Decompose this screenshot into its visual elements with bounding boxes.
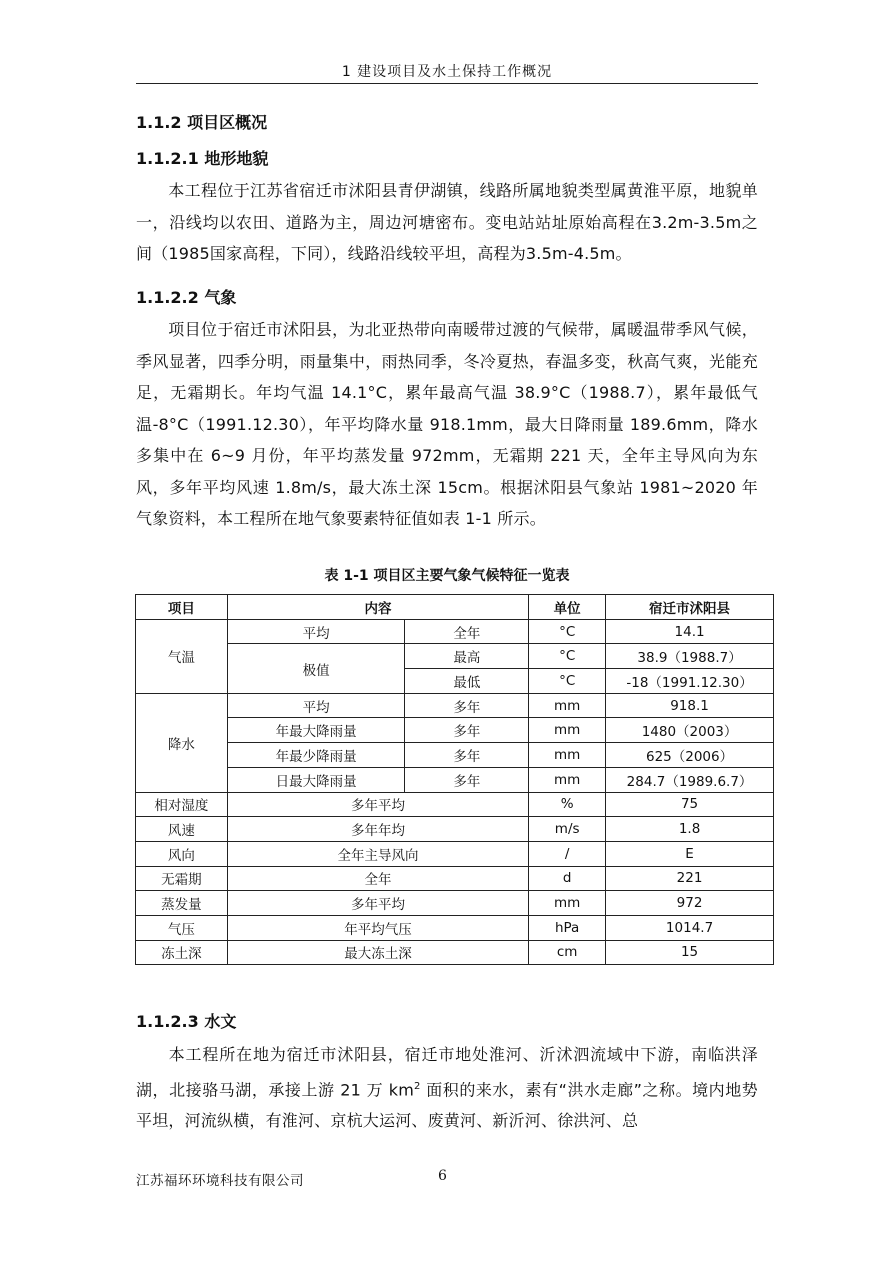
row-value: 75 bbox=[606, 792, 774, 817]
precip-unit: mm bbox=[529, 693, 606, 718]
temp-ext: 极值 bbox=[227, 644, 405, 693]
temp-avg-value: 14.1 bbox=[606, 619, 774, 644]
row-content: 全年 bbox=[227, 866, 528, 891]
precip-value: 284.7（1989.6.7） bbox=[606, 767, 774, 792]
row-value: E bbox=[606, 841, 774, 866]
row-item: 相对湿度 bbox=[136, 792, 228, 817]
temp-min: 最低 bbox=[405, 669, 529, 694]
precip-unit: mm bbox=[529, 743, 606, 768]
precip-unit: mm bbox=[529, 718, 606, 743]
precip-name: 日最大降雨量 bbox=[227, 767, 405, 792]
row-item: 蒸发量 bbox=[136, 891, 228, 916]
precip-period: 多年 bbox=[405, 693, 529, 718]
table-row bbox=[136, 866, 774, 891]
precip-label: 降水 bbox=[136, 693, 228, 792]
row-value: 15 bbox=[606, 940, 774, 965]
row-item: 无霜期 bbox=[136, 866, 228, 891]
row-unit: m/s bbox=[529, 817, 606, 842]
running-header: 1 建设项目及水土保持工作概况 bbox=[341, 64, 553, 80]
row-value: 221 bbox=[606, 866, 774, 891]
paragraph-terrain-text: 本工程位于江苏省宿迁市沭阳县青伊湖镇，线路所属地貌类型属黄淮平原，地貌单一，沿线均以农田、道路为主，周边河塘密布。变电站站址原始高程在3.2m-3.5m之间（1985国家高程，下同），线路沿线较平坦，高程为3.5m-4.5m。 bbox=[136, 181, 758, 263]
climate-table bbox=[135, 594, 774, 965]
row-content: 年平均气压 bbox=[227, 915, 528, 940]
section-heading-1-1-2-3: 1.1.2.3 水文 bbox=[136, 1012, 237, 1031]
temp-min-unit: °C bbox=[529, 669, 606, 694]
row-value: 1014.7 bbox=[606, 915, 774, 940]
table-row bbox=[136, 817, 774, 842]
paragraph-hydrology bbox=[136, 1039, 758, 1137]
header-value: 宿迁市沭阳县 bbox=[606, 595, 774, 620]
paragraph-hydrology-text-b: 面积的来水，素有“洪水走廊”之称。境内地势平坦，河流纵横，有淮河、京杭大运河、废黄河、新沂河、徐洪河、总 bbox=[136, 1079, 758, 1131]
row-content: 多年平均 bbox=[227, 891, 528, 916]
precip-unit: mm bbox=[529, 767, 606, 792]
table-row bbox=[136, 841, 774, 866]
temp-max-value: 38.9（1988.7） bbox=[606, 644, 774, 669]
precip-value: 1480（2003） bbox=[606, 718, 774, 743]
section-heading-1-1-2-1: 1.1.2.1 地形地貌 bbox=[136, 149, 269, 168]
header-item: 项目 bbox=[136, 595, 228, 620]
precip-period: 多年 bbox=[405, 718, 529, 743]
table-caption: 表 1-1 项目区主要气象气候特征一览表 bbox=[324, 568, 570, 584]
row-content: 最大冻土深 bbox=[227, 940, 528, 965]
table-row bbox=[136, 693, 774, 718]
temp-avg: 平均 bbox=[227, 619, 405, 644]
row-item: 风向 bbox=[136, 841, 228, 866]
temp-max: 最高 bbox=[405, 644, 529, 669]
paragraph-hydrology-text-a: 本工程所在地为宿迁市沭阳县，宿迁市地处淮河、沂沭泗流域中下游，南临洪泽湖，北接骆马湖，承接上游 21 万 km bbox=[136, 1045, 758, 1099]
header-unit: 单位 bbox=[529, 595, 606, 620]
row-value: 972 bbox=[606, 891, 774, 916]
table-row bbox=[136, 767, 774, 792]
table-row bbox=[136, 891, 774, 916]
table-row bbox=[136, 743, 774, 768]
header-rule bbox=[136, 83, 758, 84]
temp-min-value: -18（1991.12.30） bbox=[606, 669, 774, 694]
section-heading-1-1-2-2: 1.1.2.2 气象 bbox=[136, 288, 237, 307]
row-content: 全年主导风向 bbox=[227, 841, 528, 866]
row-item: 风速 bbox=[136, 817, 228, 842]
footer-company: 江苏福环环境科技有限公司 bbox=[136, 1173, 304, 1189]
paragraph-climate-text: 项目位于宿迁市沭阳县，为北亚热带向南暖带过渡的气候带，属暖温带季风气候，季风显著，四季分明，雨量集中，雨热同季，冬冷夏热，春温多变，秋高气爽，光能充足，无霜期长。年均气温 14.1°C，累年最高气温 38.9°C（1988.7），累年最低气温-8°C（1991.12.30），年平均降水量 918.1mm，最大日降雨量 189.6mm，降水多集中在 6~9 月份，年平均蒸发量 972mm，无霜期 221 天，全年主导风向为东风，多年平均风速 1.8m/s，最大冻土深 15cm。根据沭阳县气象站 1981~2020 年气象资料，本工程所在地气象要素特征值如表 1-1 所示。 bbox=[136, 320, 758, 528]
table-row bbox=[136, 792, 774, 817]
row-unit: / bbox=[529, 841, 606, 866]
precip-name: 平均 bbox=[227, 693, 405, 718]
temp-max-unit: °C bbox=[529, 644, 606, 669]
row-unit: % bbox=[529, 792, 606, 817]
page-number: 6 bbox=[438, 1168, 447, 1184]
row-content: 多年平均 bbox=[227, 792, 528, 817]
row-unit: mm bbox=[529, 891, 606, 916]
row-unit: hPa bbox=[529, 915, 606, 940]
row-item: 冻土深 bbox=[136, 940, 228, 965]
paragraph-climate bbox=[136, 314, 758, 535]
row-value: 1.8 bbox=[606, 817, 774, 842]
temp-avg-unit: °C bbox=[529, 619, 606, 644]
precip-period: 多年 bbox=[405, 767, 529, 792]
row-unit: d bbox=[529, 866, 606, 891]
header-content: 内容 bbox=[227, 595, 528, 620]
section-heading-1-1-2: 1.1.2 项目区概况 bbox=[136, 113, 268, 132]
precip-name: 年最少降雨量 bbox=[227, 743, 405, 768]
temp-avg-period: 全年 bbox=[405, 619, 529, 644]
table-row bbox=[136, 619, 774, 644]
temp-label: 气温 bbox=[136, 619, 228, 693]
table-header-row bbox=[136, 595, 774, 620]
paragraph-terrain bbox=[136, 175, 758, 270]
precip-period: 多年 bbox=[405, 743, 529, 768]
precip-value: 918.1 bbox=[606, 693, 774, 718]
table-row bbox=[136, 915, 774, 940]
precip-name: 年最大降雨量 bbox=[227, 718, 405, 743]
row-item: 气压 bbox=[136, 915, 228, 940]
row-content: 多年年均 bbox=[227, 817, 528, 842]
table-row bbox=[136, 644, 774, 669]
table-row bbox=[136, 940, 774, 965]
precip-value: 625（2006） bbox=[606, 743, 774, 768]
row-unit: cm bbox=[529, 940, 606, 965]
table-row bbox=[136, 718, 774, 743]
superscript-2: 2 bbox=[414, 1080, 421, 1092]
